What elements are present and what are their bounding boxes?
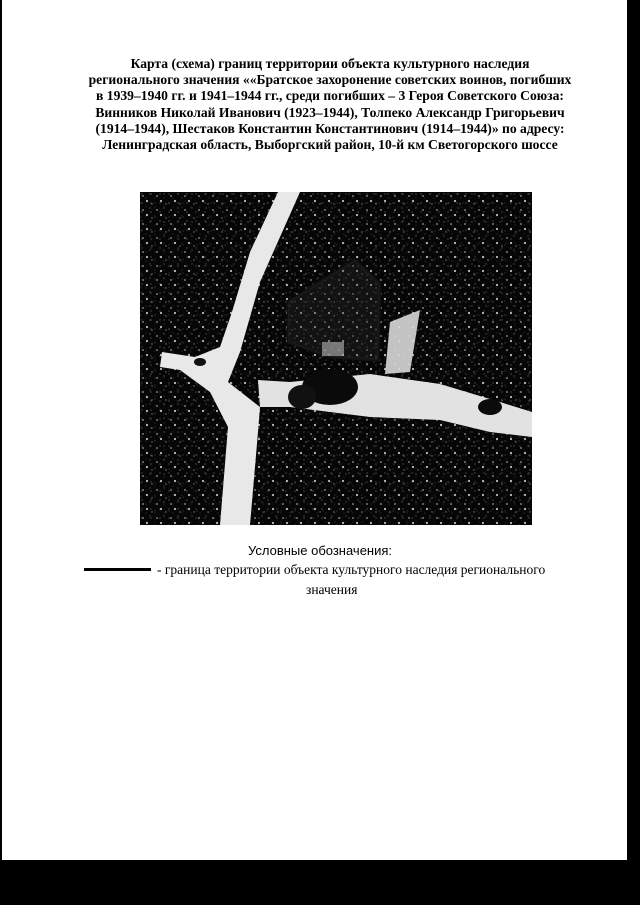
legend-title: Условные обозначения: [247, 543, 393, 558]
legend-item-text: - граница территории объекта культурного наследия регионального [157, 562, 546, 577]
bottom-border [0, 860, 640, 905]
boundary-line-symbol [84, 568, 151, 571]
title-line-1: Карта (схема) границ территории объекта культурного наследия [130, 56, 530, 71]
aerial-map-image [140, 192, 532, 525]
document-title [50, 56, 610, 153]
title-line-6: Ленинградская область, Выборгский район, 10-й км Светогорского шоссе [102, 137, 558, 153]
title-line-5: (1914–1944), Шестаков Константин Константинович (1914–1944)» по адресу: [95, 120, 565, 136]
title-line-2: регионального значения ««Братское захоронение советских воинов, погибших [88, 72, 572, 88]
title-line-3: в 1939–1940 гг. и 1941–1944 гг., среди погибших – 3 Героя Советского Союза: [96, 88, 564, 104]
legend-item [84, 562, 624, 578]
title-line-4: Винников Николай Иванович (1923–1944), Толпеко Александр Григорьевич [95, 104, 565, 120]
legend-item-text-cont: значения [306, 582, 358, 597]
aerial-map-svg [140, 192, 532, 525]
